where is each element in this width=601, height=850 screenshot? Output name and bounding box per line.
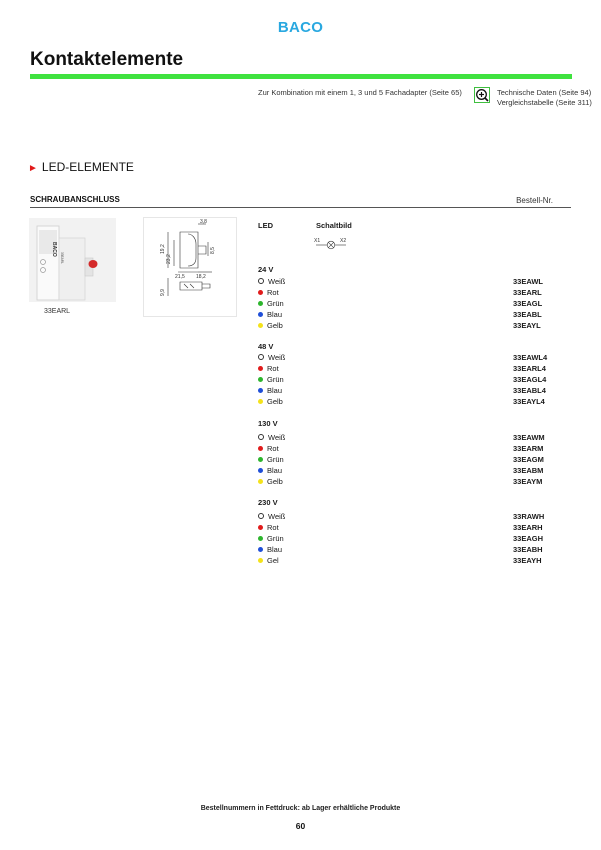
order-code: 33EAWL [513,277,544,286]
order-code: 33EAGM [513,455,544,464]
table-row: Gel 33EAYH [258,556,550,566]
red-dot-icon [258,525,263,530]
blue-dot-icon [258,547,263,552]
order-code: 33EARH [513,523,543,532]
order-code: 33EAGL4 [513,375,547,384]
table-row: Rot 33EARL [258,288,550,298]
order-code: 33EAGL [513,299,543,308]
table-row: Weiß 33EAWM [258,433,550,443]
white-dot-icon [258,434,264,440]
ref-technical-data[interactable]: Technische Daten (Seite 94) [497,88,592,97]
table-row: Blau 33EABL4 [258,386,550,396]
dim-21-5: 21,5 [175,274,185,280]
yellow-dot-icon [258,323,263,328]
reference-links [497,88,592,108]
table-row: Blau 33EABM [258,466,550,476]
white-dot-icon [258,513,264,519]
column-led: LED [258,221,273,230]
symbol-x2: X2 [340,238,347,244]
dim-18-2: 18,2 [196,274,206,280]
section-marker-icon: ► [28,163,38,174]
table-row: Weiß 33EAWL4 [258,353,550,363]
table-row: Blau 33EABH [258,545,550,555]
brand-logo: BACO [277,19,324,36]
voltage-130v: 130 V [258,419,278,428]
photo-brand-print: BACO [51,242,57,257]
order-code: 33EAYH [513,556,542,565]
product-photo [29,218,116,302]
lamp-symbol-icon [314,236,350,250]
voltage-230v: 230 V [258,498,278,507]
order-code: 33RAWH [513,512,545,521]
dimension-drawing [143,217,237,317]
white-dot-icon [258,278,264,284]
blue-dot-icon [258,312,263,317]
table-row: Weiß 33RAWH [258,512,550,522]
table-row: Grün 33EAGM [258,455,550,465]
symbol-x1: X1 [314,238,321,244]
order-code: 33EAYL [513,321,541,330]
table-row: Rot 33EARM [258,444,550,454]
yellow-dot-icon [258,479,263,484]
table-row: Blau 33EABL [258,310,550,320]
red-dot-icon [258,290,263,295]
blue-dot-icon [258,388,263,393]
white-dot-icon [258,354,264,360]
order-code: 33EABL4 [513,386,546,395]
blue-dot-icon [258,468,263,473]
yellow-dot-icon [258,558,263,563]
order-number-header: Bestell-Nr. [516,196,553,205]
combination-note: Zur Kombination mit einem 1, 3 und 5 Fachadapter (Seite 65) [258,88,462,97]
table-row: Gelb 33EAYL4 [258,397,550,407]
table-row: Rot 33EARL4 [258,364,550,374]
dim-8-5: 8,5 [210,247,216,254]
green-dot-icon [258,377,263,382]
voltage-48v: 48 V [258,342,274,351]
dim-9-9: 9,9 [160,289,166,296]
green-dot-icon [258,536,263,541]
dim-23-2: 23,2 [166,254,172,264]
table-row: Gelb 33EAYM [258,477,550,487]
yellow-dot-icon [258,399,263,404]
title-divider [30,74,572,79]
footer-note: Bestellnummern in Fettdruck: ab Lager erhältliche Produkte [200,805,401,812]
order-code: 33EAGH [513,534,544,543]
photo-model-print: 33EARL [60,252,64,264]
ref-comparison-table[interactable]: Vergleichstabelle (Seite 311) [497,98,592,107]
green-dot-icon [258,457,263,462]
table-row: Grün 33EAGL4 [258,375,550,385]
page-title: Kontaktelemente [30,49,184,70]
order-code: 33EARL [513,288,542,297]
order-code: 33EARM [513,444,544,453]
table-row: Grün 33EAGH [258,534,550,544]
column-schaltbild: Schaltbild [316,221,352,230]
page-number: 60 [295,821,306,831]
table-row: Grün 33EAGL [258,299,550,309]
order-code: 33EAYL4 [513,397,545,406]
photo-caption: 33EARL [44,308,71,315]
section-heading [28,160,134,174]
table-row: Rot 33EARH [258,523,550,533]
table-row: Weiß 33EAWL [258,277,550,287]
order-code: 33EABM [513,466,544,475]
red-dot-icon [258,366,263,371]
green-dot-icon [258,301,263,306]
section-title: LED-ELEMENTE [41,160,134,174]
table-row: Gelb 33EAYL [258,321,550,331]
header-rule [30,207,571,208]
voltage-24v: 24 V [258,265,274,274]
subheader-label: SCHRAUBANSCHLUSS [30,195,120,204]
order-code: 33EAWL4 [513,353,548,362]
dim-19-2: 19,2 [160,244,166,254]
order-code: 33EAWM [513,433,545,442]
order-code: 33EAYM [513,477,543,486]
order-code: 33EABH [513,545,543,554]
order-code: 33EARL4 [513,364,546,373]
dim-3-8: 3,8 [200,219,207,225]
order-code: 33EABL [513,310,542,319]
red-dot-icon [258,446,263,451]
zoom-plus-icon [474,87,490,103]
